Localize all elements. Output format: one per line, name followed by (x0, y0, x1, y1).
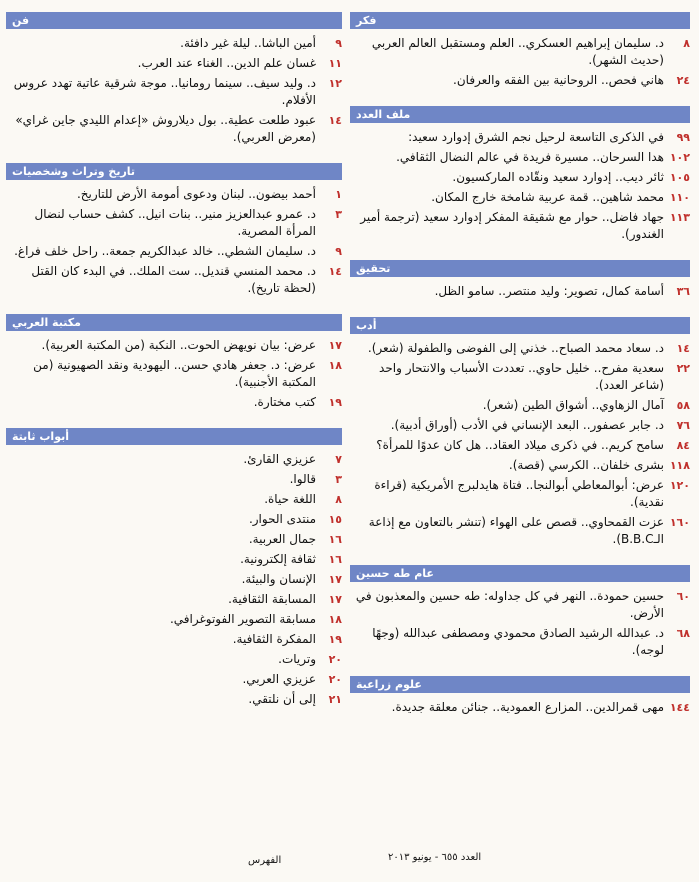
entry-title: د. سعاد محمد الصباح.. خذني إلى الفوضى والطفولة (شعر). (367, 341, 664, 355)
toc-entry (350, 417, 690, 434)
entry-title: عزت القمحاوي.. قصص على الهواء (تنشر بالتعاون مع إذاعة الـB.B.C). (368, 515, 664, 546)
entry-title: أحمد بيضون.. لبنان ودعوى أمومة الأرض للتاريخ. (76, 187, 316, 201)
page-number: ٩٩ (676, 131, 690, 144)
toc-entry (6, 35, 342, 52)
section-gap (6, 414, 342, 428)
entry-title: حسين حمودة.. النهر في كل جداوله: طه حسين والمعذبون في الأرض. (355, 589, 664, 620)
toc-entry (6, 451, 342, 468)
footer-label: الفهرس (248, 855, 282, 866)
page-number: ٢٠ (328, 673, 342, 686)
page-number: ٢٠ (328, 653, 342, 666)
entry-title: د. عمرو عبدالعزيز منير.. بنات انيل.. كشف حساب لنضال المرأة المصرية. (34, 207, 316, 238)
toc-entry (6, 75, 342, 109)
entry-title: د. سليمان الشطي.. خالد عبدالكريم جمعة.. راحل خلف فراغ. (14, 244, 316, 258)
toc-entry (6, 691, 342, 708)
section-header: فن (6, 12, 342, 29)
page-number: ١٧ (328, 573, 342, 586)
toc-entry (350, 360, 690, 394)
page-number: ١٨ (328, 613, 342, 626)
toc-entry (6, 571, 342, 588)
toc-entry (350, 35, 690, 69)
page-number: ٢٢ (676, 362, 690, 375)
toc-entry (350, 625, 690, 659)
entry-title: د. محمد المنسي قنديل.. ست الملك.. في البدء كان القتل (لحظة تاريخ). (31, 264, 316, 295)
page-number: ١٤ (676, 342, 690, 355)
page-number: ١ (335, 188, 342, 201)
page-number: ١٤٤ (669, 701, 690, 714)
toc-entry (6, 591, 342, 608)
page-number: ٨ (683, 37, 690, 50)
page-number: ١٤ (328, 114, 342, 127)
page-number: ١٢٠ (669, 479, 690, 492)
section-header: تحقيق (350, 260, 690, 277)
section-header: أبواب ثابتة (6, 428, 342, 445)
entry-title: عزيزي العربي. (242, 672, 316, 686)
entry-title: جهاد فاضل.. حوار مع شقيقة المفكر إدوارد سعيد (ترجمة أمير الغندور). (360, 210, 664, 241)
toc-entry (6, 631, 342, 648)
toc-entry (6, 471, 342, 488)
section-header: فكر (350, 12, 690, 29)
toc-entry (6, 651, 342, 668)
toc-entry (6, 611, 342, 628)
section-gap (350, 92, 690, 106)
toc-entry (6, 263, 342, 297)
page-number: ٧ (335, 453, 342, 466)
section-header: تاريخ وتراث وشخصيات (6, 163, 342, 180)
toc-entry (6, 531, 342, 548)
toc-entry (350, 209, 690, 243)
page-number: ١٠٥ (669, 171, 690, 184)
entry-title: قالوا. (289, 472, 316, 486)
toc-entry (6, 112, 342, 146)
entry-title: المفكرة الثقافية. (232, 632, 316, 646)
page-number: ١٠٢ (669, 151, 690, 164)
toc-entry (6, 337, 342, 354)
left-column (6, 12, 342, 711)
page-number: ٢١ (328, 693, 342, 706)
toc-entry (350, 129, 690, 146)
page-number: ١١٨ (669, 459, 690, 472)
section-gap (350, 551, 690, 565)
page-number: ٨ (335, 493, 342, 506)
entry-title: اللغة حياة. (264, 492, 316, 506)
toc-entry (350, 72, 690, 89)
entry-title: د. وليد سيف.. سينما رومانيا.. موجة شرقية عاتية تهدد عروس الأفلام. (13, 76, 316, 107)
toc-entry (6, 206, 342, 240)
footer-issue: العدد ٦٥٥ - يونيو ٢٠١٣ (388, 852, 482, 863)
toc-entry (6, 357, 342, 391)
page-number: ٢٤ (676, 74, 690, 87)
page-number: ١٦ (328, 553, 342, 566)
entry-title: ثقافة إلكترونية. (240, 552, 316, 566)
entry-title: آمال الزهاوي.. أشواق الطين (شعر). (482, 398, 664, 412)
toc-entry (6, 491, 342, 508)
entry-title: ثائر ديب.. إدوارد سعيد ونقّاده الماركسيون. (452, 170, 664, 184)
entry-title: مهى قمرالدين.. المزارع العمودية.. جنائن معلقة جديدة. (391, 700, 664, 714)
entry-title: الإنسان والبيئة. (241, 572, 316, 586)
entry-title: أمين الباشا.. ليلة غير دافئة. (180, 36, 316, 50)
entry-title: جمال العربية. (248, 532, 316, 546)
toc-entry (350, 477, 690, 511)
page-number: ١٦٠ (669, 516, 690, 529)
page-number: ١٧ (328, 339, 342, 352)
page-number: ٩ (335, 245, 342, 258)
entry-title: عبود طلعت عطية.. بول ديلاروش «إعدام الليدي جاين غراي» (معرض العربي). (15, 113, 316, 144)
entry-title: غسان علم الدين.. الغناء عند العرب. (137, 56, 316, 70)
entry-title: في الذكرى التاسعة لرحيل نجم الشرق إدوارد سعيد: (408, 130, 664, 144)
section-header: أدب (350, 317, 690, 334)
entry-title: سعدية مفرح.. خليل حاوي.. تعددت الأسباب والانتحار واحد (شاعر العدد). (379, 361, 664, 392)
toc-entry (350, 514, 690, 548)
entry-title: محمد شاهين.. قمة عربية شامخة خارج المكان. (431, 190, 664, 204)
section-header: عام طه حسين (350, 565, 690, 582)
section-gap (350, 246, 690, 260)
section-header: علوم زراعية (350, 676, 690, 693)
section-gap (6, 149, 342, 163)
entry-title: عرض: أبوالمعاطي أبوالنجا.. فتاة هايدلبرج الأمريكية (قراءة نقدية). (374, 478, 664, 509)
toc-entry (6, 511, 342, 528)
page-number: ١٦ (328, 533, 342, 546)
section-gap (350, 303, 690, 317)
page-number: ١٨ (328, 359, 342, 372)
page-number: ٦٠ (676, 590, 690, 603)
toc-entry (350, 437, 690, 454)
section-gap (350, 662, 690, 676)
toc-entry (350, 283, 690, 300)
page-number: ٩ (335, 37, 342, 50)
right-column (350, 12, 690, 719)
page-number: ٣ (335, 473, 342, 486)
entry-title: د. سليمان إبراهيم العسكري.. العلم ومستقبل العالم العربي (حديث الشهر). (371, 36, 664, 67)
page-number: ٨٤ (676, 439, 690, 452)
page-number: ٣٦ (676, 285, 690, 298)
page-number: ٧٦ (676, 419, 690, 432)
entry-title: هاني فحص.. الروحانية بين الفقه والعرفان. (453, 73, 664, 87)
toc-entry (350, 699, 690, 716)
section-header: مكتبة العربي (6, 314, 342, 331)
toc-entry (350, 588, 690, 622)
entry-title: إلى أن نلتقي. (248, 692, 316, 706)
entry-title: هدا السرحان.. مسيرة فريدة في عالم النضال الثقافي. (396, 150, 664, 164)
toc-entry (350, 340, 690, 357)
entry-title: منتدى الحوار. (248, 512, 316, 526)
entry-title: عزيزي القارئ. (243, 452, 316, 466)
toc-entry (350, 169, 690, 186)
page-number: ١٤ (328, 265, 342, 278)
page-number: ٦٨ (676, 627, 690, 640)
section-gap (6, 300, 342, 314)
toc-entry (350, 397, 690, 414)
entry-title: مسابقة التصوير الفوتوغرافي. (169, 612, 316, 626)
page-number: ١٧ (328, 593, 342, 606)
toc-entry (350, 189, 690, 206)
page-number: ٣ (335, 208, 342, 221)
toc-entry (6, 55, 342, 72)
entry-title: عرض: بيان نويهض الحوت.. النكبة (من المكتبة العربية). (41, 338, 316, 352)
page-number: ١١ (328, 57, 342, 70)
entry-title: سامح كريم.. في ذكرى ميلاد العقاد.. هل كان عدوًا للمرأة؟ (376, 438, 664, 452)
page-number: ١١٣ (669, 211, 690, 224)
page-number: ٥٨ (676, 399, 690, 412)
page-number: ١٩ (328, 396, 342, 409)
entry-title: عرض: د. جعفر هادي حسن.. اليهودية ونقد الصهيونية (من المكتبة الأجنبية). (33, 358, 316, 389)
entry-title: أسامة كمال، تصوير: وليد منتصر.. سامو الظل. (434, 284, 664, 298)
toc-entry (6, 671, 342, 688)
toc-entry (6, 243, 342, 260)
entry-title: المسابقة الثقافية. (228, 592, 316, 606)
toc-entry (6, 394, 342, 411)
entry-title: وتريات. (278, 652, 316, 666)
toc-entry (6, 186, 342, 203)
toc-entry (350, 149, 690, 166)
toc-entry (6, 551, 342, 568)
page-number: ١٥ (328, 513, 342, 526)
page-number: ١٩ (328, 633, 342, 646)
entry-title: د. عبدالله الرشيد الصادق محمودي ومصطفى عبدالله (وجهًا لوجه). (372, 626, 664, 657)
page-number: ١١٠ (669, 191, 690, 204)
entry-title: كتب مختارة. (253, 395, 316, 409)
entry-title: د. جابر عصفور.. البعد الإنساني في الأدب (أوراق أدبية). (390, 418, 664, 432)
entry-title: بشرى خلفان.. الكرسي (قصة). (508, 458, 664, 472)
section-header: ملف العدد (350, 106, 690, 123)
page-number: ١٢ (328, 77, 342, 90)
toc-entry (350, 457, 690, 474)
